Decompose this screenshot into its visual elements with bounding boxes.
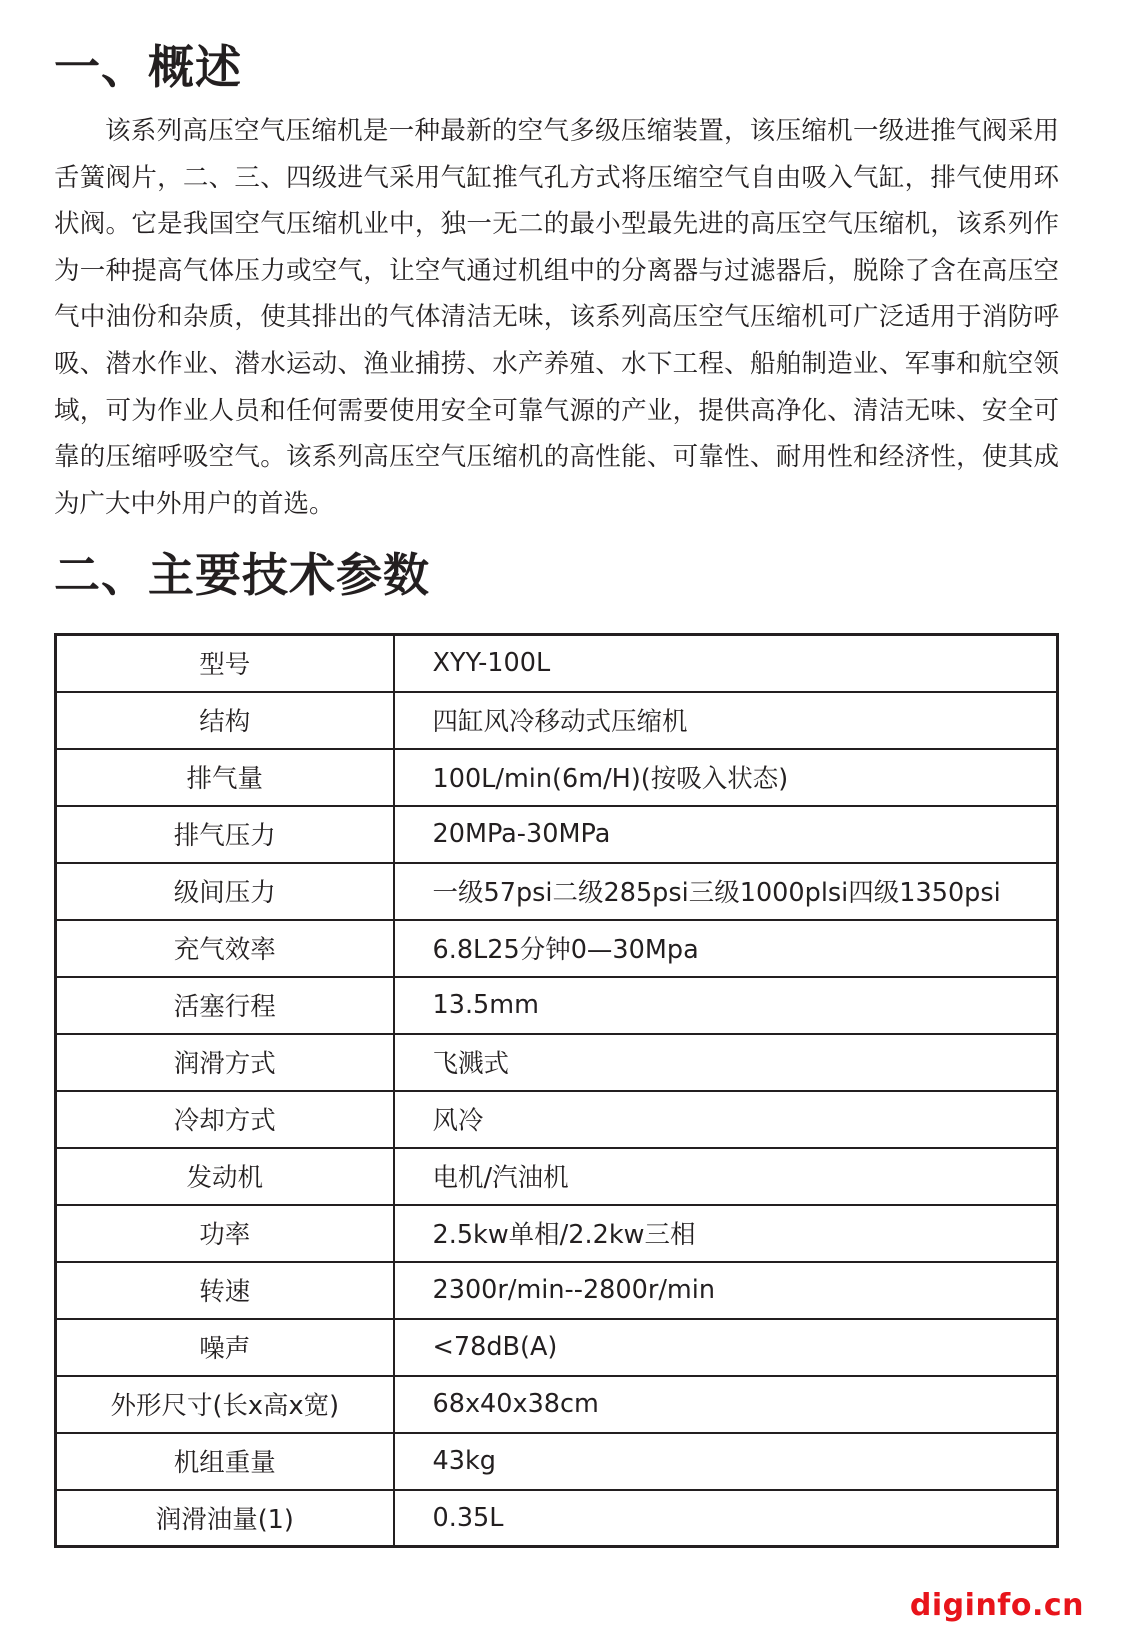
spec-label: 排气压力 (56, 806, 394, 863)
table-row (56, 1205, 1058, 1262)
spec-table-body (56, 635, 1058, 1547)
spec-label: 润滑方式 (56, 1034, 394, 1091)
watermark-text: diginfo.cn (909, 1588, 1084, 1623)
spec-label: 噪声 (56, 1319, 394, 1376)
spec-label: 发动机 (56, 1148, 394, 1205)
table-row (56, 1262, 1058, 1319)
table-row (56, 977, 1058, 1034)
table-row (56, 635, 1058, 692)
spec-value: 风冷 (394, 1091, 1058, 1148)
spec-value: 6.8L25分钟0—30Mpa (394, 920, 1058, 977)
section-title-overview: 一、概述 (54, 40, 242, 94)
spec-value: 2300r/min--2800r/min (394, 1262, 1058, 1319)
spec-value: 一级57psi二级285psi三级1000plsi四级1350psi (394, 863, 1058, 920)
overview-paragraph: 该系列高压空气压缩机是一种最新的空气多级压缩装置，该压缩机一级进推气阀采用舌簧阀片，二、三、四级进气采用气缸推气孔方式将压缩空气自由吸入气缸，排气使用环状阀。它是我国空气压缩机业中，独一无二的最小型最先进的高压空气压缩机，该系列作为一种提高气体压力或空气，让空气通过机组中的分离器与过滤器后，脱除了含在高压空气中油份和杂质，使其排出的气体清洁无味，该系列高压空气压缩机可广泛适用于消防呼吸、潜水作业、潜水运动、渔业捕捞、水产养殖、水下工程、船舶制造业、军事和航空领域，可为作业人员和任何需要使用安全可靠气源的产业，提供高净化、清洁无味、安全可靠的压缩呼吸空气。该系列高压空气压缩机的高性能、可靠性、耐用性和经济性，使其成为广大中外用户的首选。 (54, 116, 1059, 519)
spec-value: 100L/min(6m/H)(按吸入状态) (394, 749, 1058, 806)
spec-label: 转速 (56, 1262, 394, 1319)
spec-value: 2.5kw单相/2.2kw三相 (394, 1205, 1058, 1262)
spec-table (54, 633, 1059, 1548)
table-row (56, 1319, 1058, 1376)
spec-value: 13.5mm (394, 977, 1058, 1034)
spec-label: 排气量 (56, 749, 394, 806)
table-row (56, 1148, 1058, 1205)
table-row (56, 920, 1058, 977)
spec-label: 级间压力 (56, 863, 394, 920)
table-row (56, 806, 1058, 863)
table-row (56, 863, 1058, 920)
spec-value: 四缸风冷移动式压缩机 (394, 692, 1058, 749)
spec-value: 20MPa-30MPa (394, 806, 1058, 863)
table-row (56, 1433, 1058, 1490)
table-row (56, 1091, 1058, 1148)
spec-label: 机组重量 (56, 1433, 394, 1490)
spec-label: 功率 (56, 1205, 394, 1262)
table-row (56, 692, 1058, 749)
spec-value: 飞溅式 (394, 1034, 1058, 1091)
spec-value: 68x40x38cm (394, 1376, 1058, 1433)
spec-value: 电机/汽油机 (394, 1148, 1058, 1205)
spec-label: 活塞行程 (56, 977, 394, 1034)
table-row (56, 1034, 1058, 1091)
spec-label: 结构 (56, 692, 394, 749)
spec-value: XYY-100L (394, 635, 1058, 692)
spec-label: 润滑油量(1) (56, 1490, 394, 1547)
spec-value: 43kg (394, 1433, 1058, 1490)
table-row (56, 749, 1058, 806)
table-row (56, 1490, 1058, 1547)
spec-label: 型号 (56, 635, 394, 692)
section-title-specs: 二、主要技术参数 (54, 548, 430, 602)
spec-value: 0.35L (394, 1490, 1058, 1547)
spec-label: 充气效率 (56, 920, 394, 977)
spec-label: 外形尺寸(长x高x宽) (56, 1376, 394, 1433)
spec-value: <78dB(A) (394, 1319, 1058, 1376)
spec-label: 冷却方式 (56, 1091, 394, 1148)
table-row (56, 1376, 1058, 1433)
